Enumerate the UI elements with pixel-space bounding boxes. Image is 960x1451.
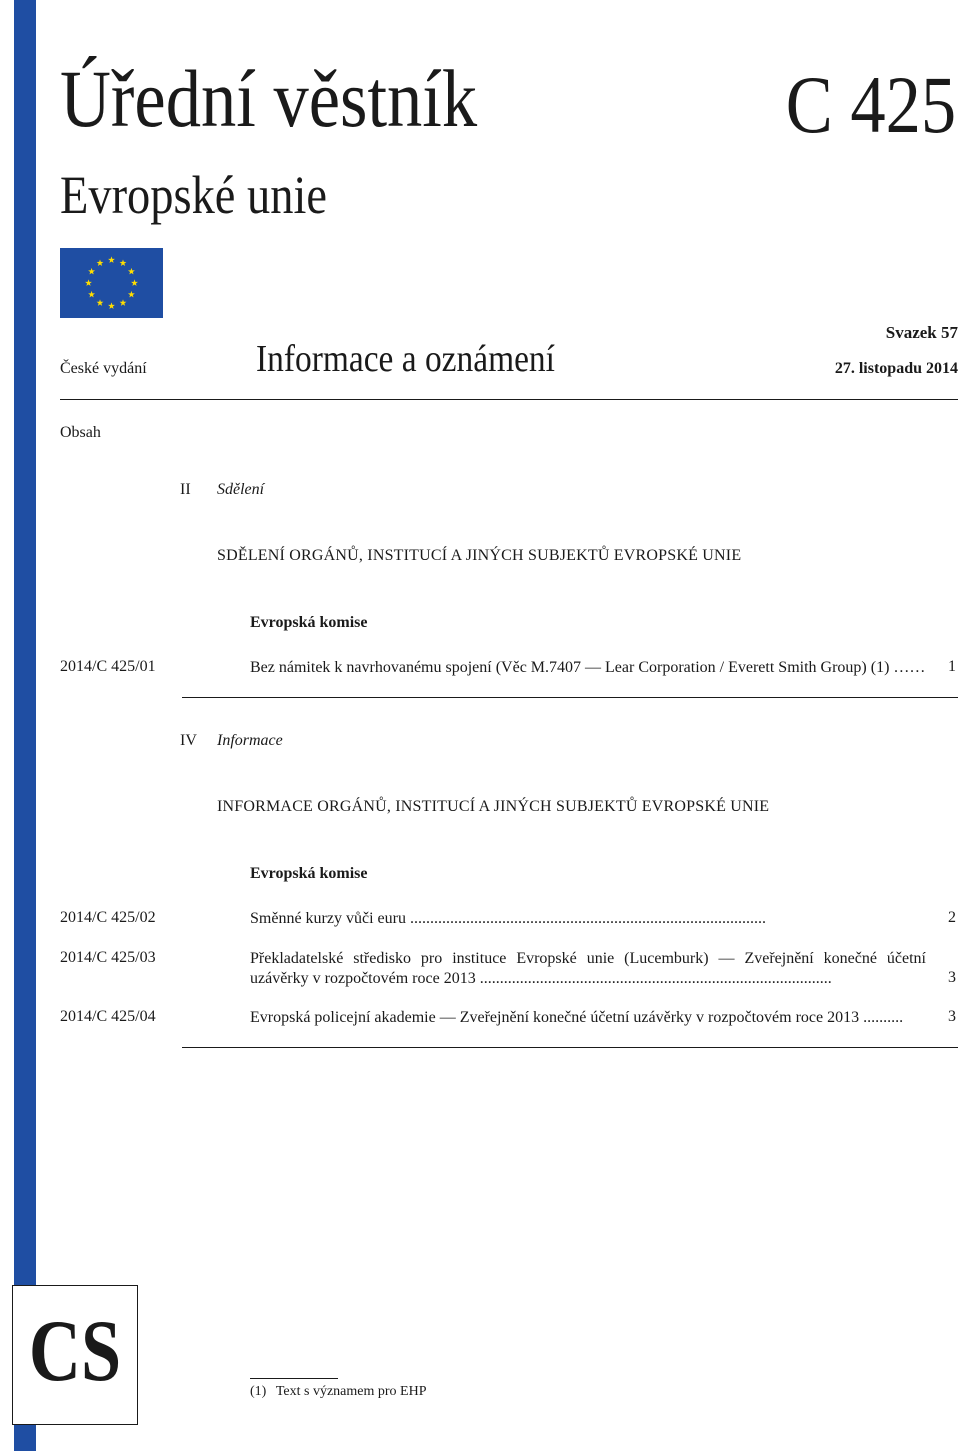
part-title: Sdělení: [217, 481, 265, 498]
journal-title: Úřední věstník: [60, 53, 478, 144]
part-divider: [182, 697, 958, 698]
issue-number: C 425: [785, 59, 956, 150]
entry-text[interactable]: [250, 1008, 926, 1028]
entry-text[interactable]: [250, 949, 926, 989]
entry-text[interactable]: [250, 658, 926, 678]
contents-end-divider: [182, 1047, 958, 1048]
section-title: Informace a oznámení: [256, 338, 555, 380]
part-subtitle: SDĚLENÍ ORGÁNŮ, INSTITUCÍ A JINÝCH SUBJEKTŮ EVROPSKÉ UNIE: [217, 547, 742, 564]
institution-heading: Evropská komise: [250, 865, 368, 882]
edition-label: České vydání: [60, 360, 147, 377]
entry-page: 3: [948, 1008, 956, 1025]
part-roman: II: [180, 481, 191, 498]
language-code: CS: [28, 1303, 122, 1400]
entry-title: Překladatelské středisko pro instituce Evropské unie (Lucemburk) — Zveřejnění konečné účetní uzávěrky v rozpočtovém roce 2013 ........................................................................................: [250, 950, 926, 987]
issue-date: 27. listopadu 2014: [834, 360, 958, 377]
footnote-text: Text s významem pro EHP: [275, 1384, 427, 1399]
entry-number: 2014/C 425/02: [60, 909, 156, 926]
entry-page: 1: [948, 658, 956, 675]
footnote-rule: [250, 1378, 338, 1379]
entry-text[interactable]: [250, 909, 926, 929]
blue-sidebar-stripe: [14, 0, 36, 1451]
part-title: Informace: [217, 732, 283, 749]
entry-page: 3: [948, 969, 956, 986]
entry-number: 2014/C 425/04: [60, 1008, 156, 1025]
entry-title: Evropská policejní akademie — Zveřejnění konečné účetní uzávěrky v rozpočtovém roce 2013 ..........: [250, 1009, 904, 1026]
entry-title: Bez námitek k navrhovanému spojení (Věc M.7407 — Lear Corporation / Everett Smith Group) (1) ……: [250, 659, 926, 676]
footnote: [250, 1384, 427, 1400]
eu-flag-icon: [60, 248, 163, 318]
volume-label: Svazek 57: [885, 323, 958, 342]
part-roman: IV: [180, 732, 197, 749]
entry-number: 2014/C 425/03: [60, 949, 156, 966]
language-code-box: [12, 1285, 138, 1425]
footnote-marker: (1): [250, 1384, 267, 1399]
entry-title: Směnné kurzy vůči euru .........................................................................................: [250, 910, 766, 927]
institution-heading: Evropská komise: [250, 614, 368, 631]
part-subtitle: INFORMACE ORGÁNŮ, INSTITUCÍ A JINÝCH SUBJEKTŮ EVROPSKÉ UNIE: [217, 798, 770, 815]
entry-number: 2014/C 425/01: [60, 658, 156, 675]
contents-heading: Obsah: [60, 424, 101, 441]
header-divider: [60, 399, 958, 400]
journal-subtitle: Evropské unie: [60, 165, 327, 225]
entry-page: 2: [948, 909, 956, 926]
